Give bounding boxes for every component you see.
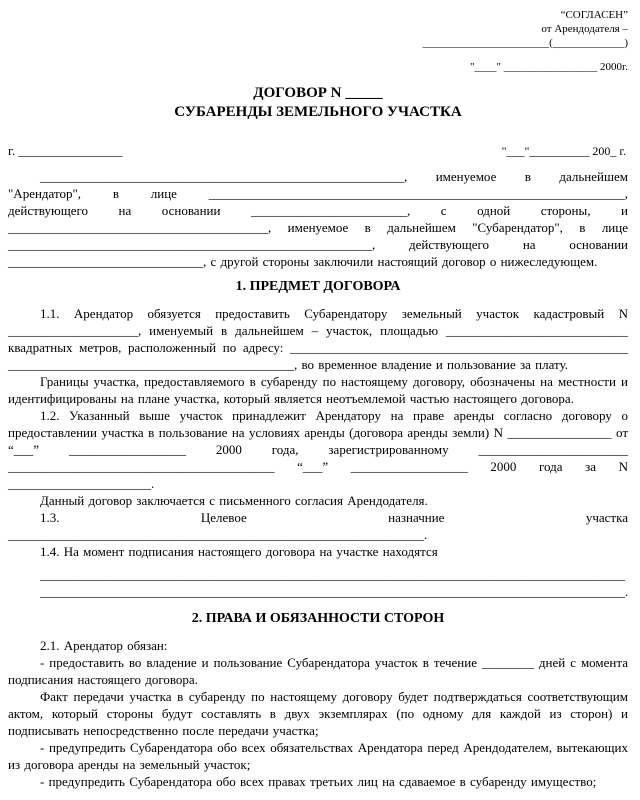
intro-paragraph: ________________________________________________________, именуемое в дальнейшем "Арендатор", в лице ________________________________________________________________, действующего на основании ________________________, с одной стороны, и ________________________________________, именуемое в дальнейшем "Субарендатор", в лице ________________________________________________________, действующего на основании ______________________________, с другой стороны заключили настоящий договор о нижеследующем.: [8, 169, 628, 269]
clause-plot-borders: Границы участка, предоставляемого в субаренду по настоящему договору, обозначены на местности и идентифицированы на плане участка, который является неотъемлемой частью настоящего договора.: [8, 374, 628, 406]
clause-1-4: 1.4. На момент подписания настоящего договора на участке находятся: [40, 544, 438, 559]
clause-written-consent: Данный договор заключается с письменного согласия Арендодателя.: [40, 493, 428, 508]
approval-block: [8, 8, 628, 50]
clause-1-3: 1.3. Целевое назначние участка ________________________________________________________________.: [8, 510, 628, 542]
date-field: "___"__________ 200_ г.: [501, 144, 626, 158]
clause-1-2: 1.2. Указанный выше участок принадлежит Арендатору на праве аренды согласно договору о предоставлении участка в пользование на условиях аренды (договора аренды земли) N ________________ от “___” __________________ 2000 года, зарегистрированному _______________________ _________________________________________ “___” __________________ 2000 года за N ______________________.: [8, 408, 628, 491]
from-lessor-text: от Арендодателя –: [541, 23, 628, 35]
city-field: г. ________________: [8, 143, 123, 158]
title-number-line: ДОГОВОР N _____: [253, 85, 383, 101]
obligation-warn-third-party-item: - предупредить Субарендатора обо всех правах третьих лиц на сдаваемое в субаренду имущество;: [40, 774, 597, 789]
blank-fill-line-1: __________________________________________________________________________________________: [40, 567, 625, 582]
document-title: [8, 84, 628, 122]
obligation-transfer-item: - предоставить во владение и пользование Субарендатора участок в течение ________ дней с момента подписания настоящего договора.: [8, 655, 628, 687]
approval-date-line: "____" _________________ 2000г.: [469, 61, 628, 73]
lessor-signature-line: _______________________(_____________): [422, 37, 628, 49]
clause-2-1: 2.1. Арендатор обязан:: [40, 638, 168, 653]
clause-1-1: 1.1. Арендатор обязуется предоставить Субарендатору земельный участок кадастровый N ____________________, именуемый в дальнейшем – участок, площадью ____________________________ квадратных метров, расположенный по адресу: ____________________________________________________ ____________________________________________, во временное владение и пользование за плату.: [8, 306, 628, 372]
blank-fill-line-2: __________________________________________________________________________________________.: [40, 584, 628, 599]
section-2-heading: 2. ПРАВА И ОБЯЗАННОСТИ СТОРОН: [191, 611, 445, 626]
place-date-row: [8, 142, 628, 160]
title-subject-line: СУБАРЕНДЫ ЗЕМЕЛЬНОГО УЧАСТКА: [174, 104, 462, 120]
section-1-heading: 1. ПРЕДМЕТ ДОГОВОРА: [235, 279, 401, 294]
obligation-warn-lessor-item: - предупредить Субарендатора обо всех обязательствах Арендатора перед Арендодателем, вытекающих из договора аренды на земельный участок;: [8, 740, 628, 772]
agreed-stamp-text: “СОГЛАСЕН”: [560, 9, 628, 21]
transfer-act-paragraph: Факт передачи участка в субаренду по настоящему договору будет подтверждаться соответствующим актом, который стороны будут составлять в двух экземплярах (по одному для каждой из сторон) и подписывать непосредственно после передачи участка;: [8, 689, 628, 738]
